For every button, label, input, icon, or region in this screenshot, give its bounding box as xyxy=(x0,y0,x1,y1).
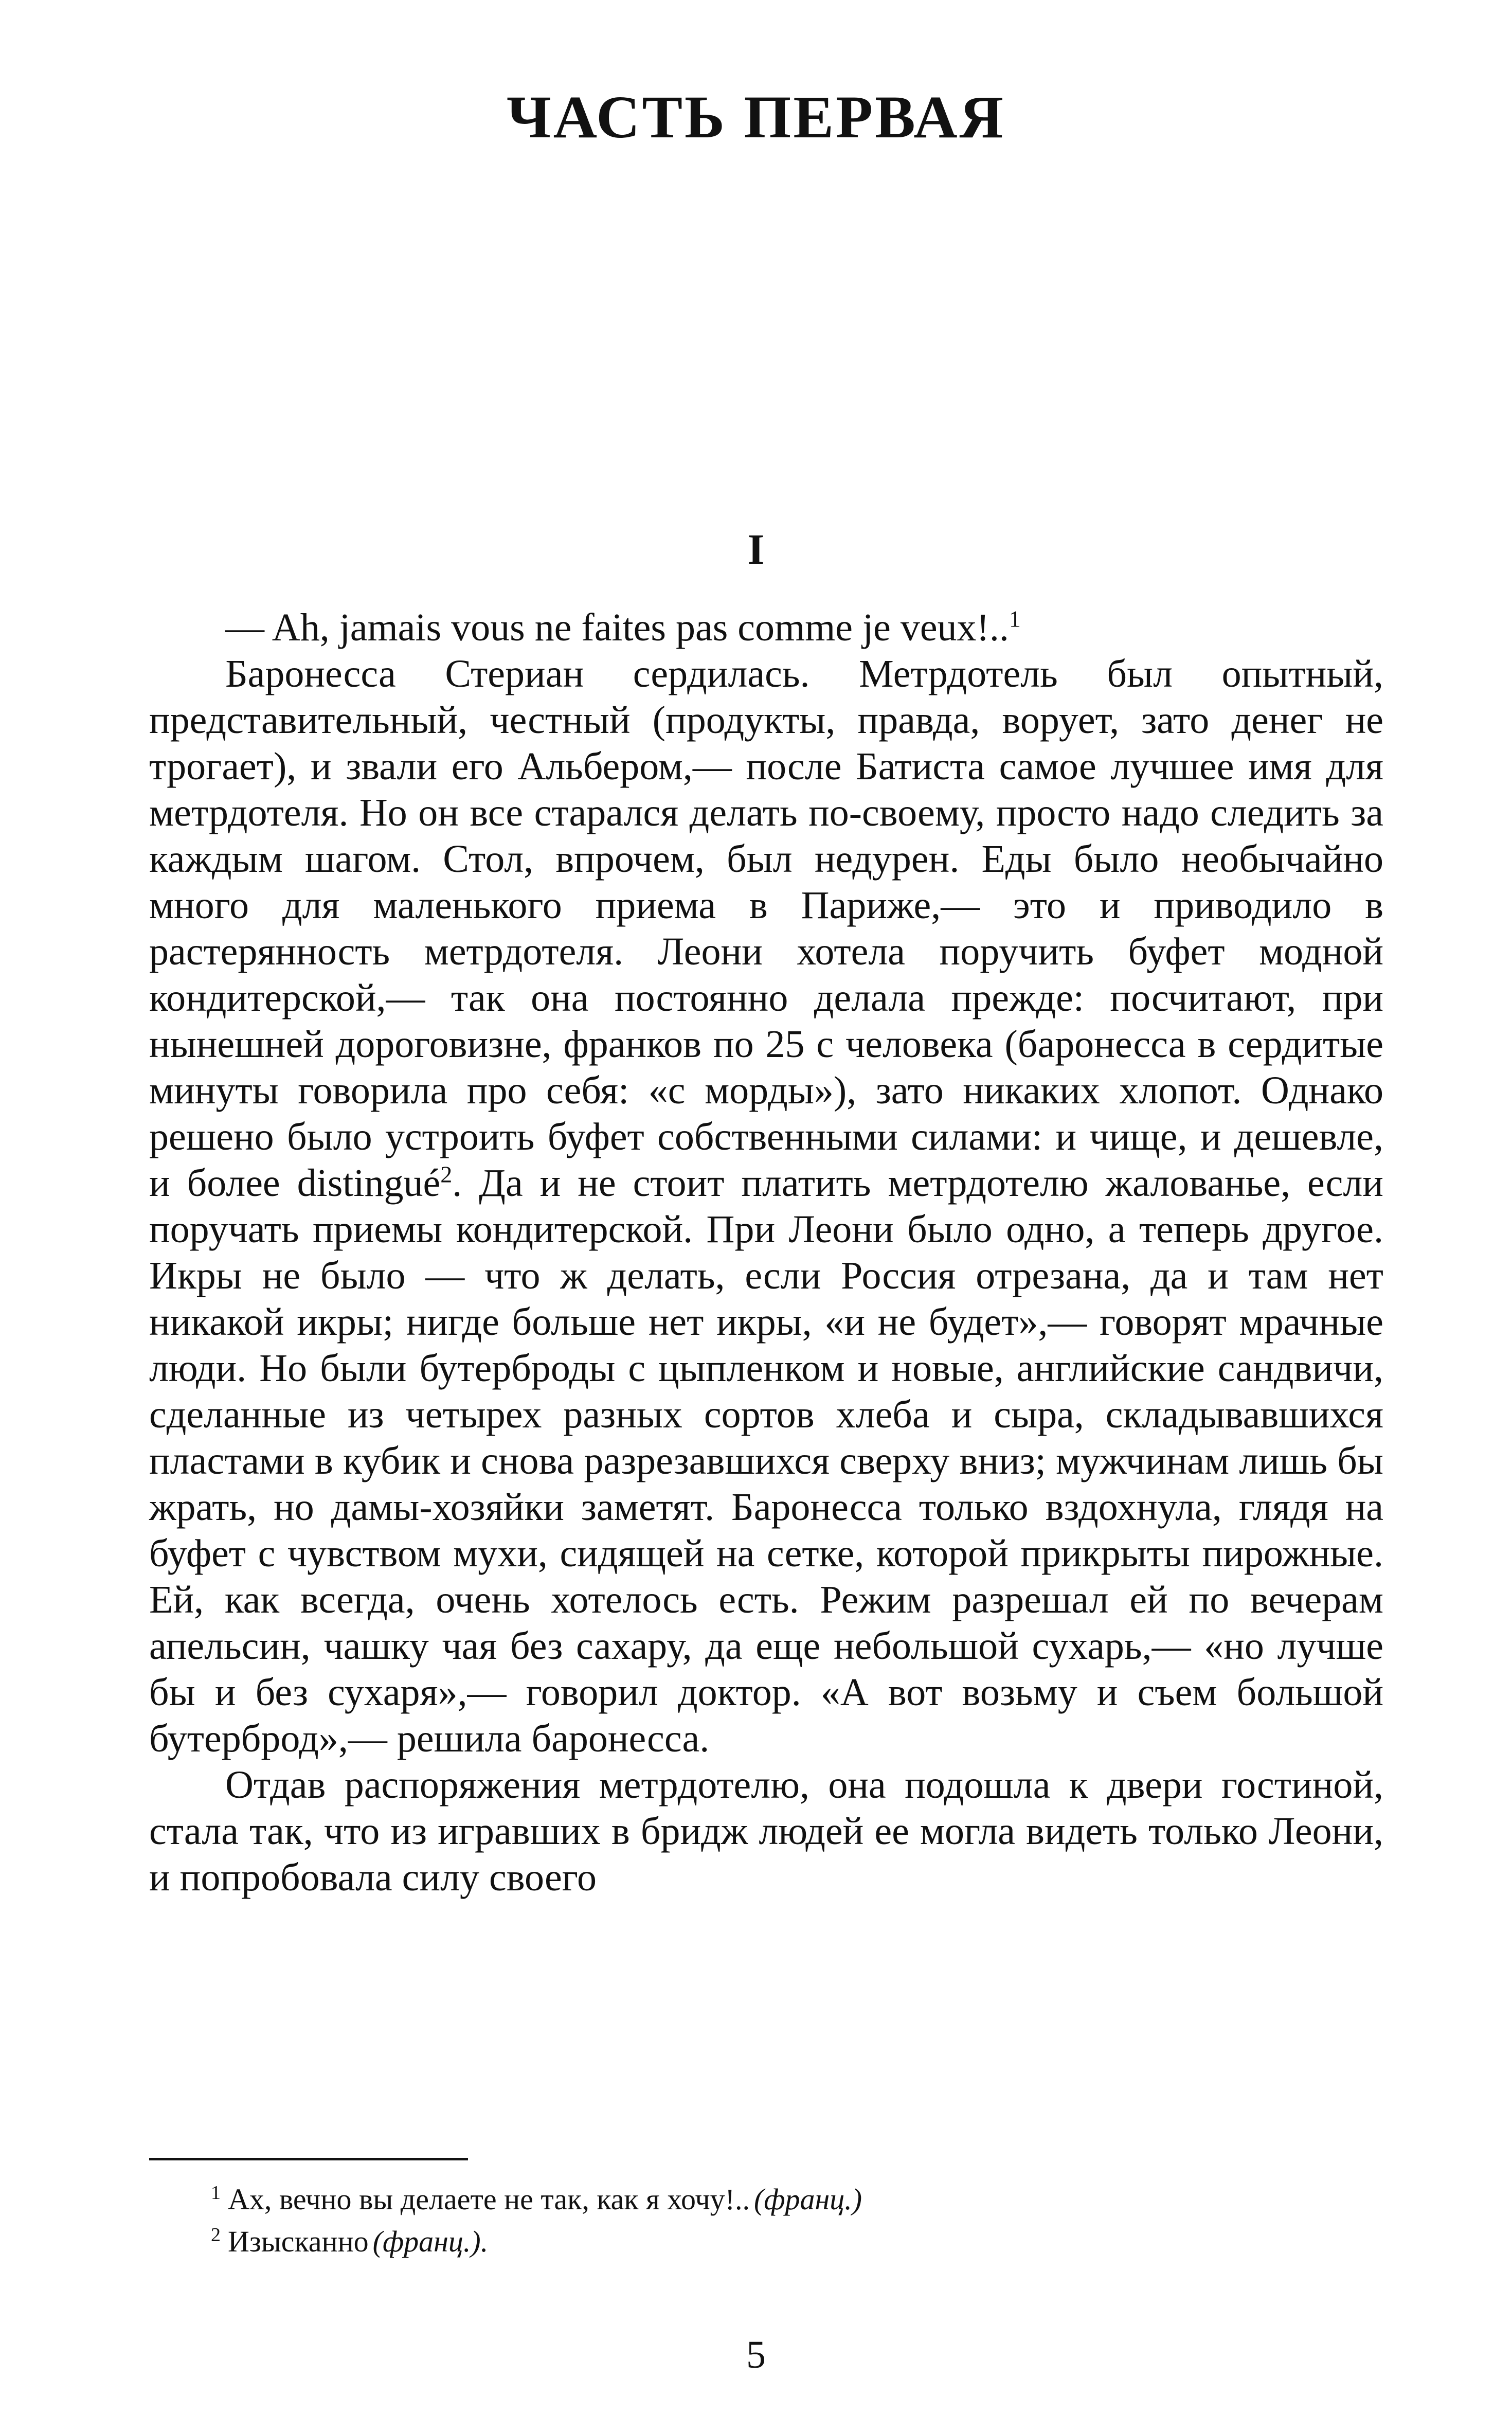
footnote-1-text: Ах, вечно вы делаете не так, как я хочу!.. xyxy=(228,2183,750,2216)
paragraph-1-part-b: . Да и не стоит платить метрдотелю жалованье, если поручать приемы кондитерской. При Леони было одно, а теперь другое. Икры не было — что ж делать, если Россия отрезана, да и там нет никакой икры; нигде больше нет икры, «и не будет»,— говорят мрачные люди. Но были бутерброды с цыпленком и новые, английские сандвичи, сделанные из четырех разных сортов хлеба и сыра, складывавшихся пластами в кубик и снова разрезавшихся сверху вниз; мужчинам лишь бы жрать, но дамы-хозяйки заметят. Баронесса только вздохнула, глядя на буфет с чувством мухи, сидящей на сетке, которой прикрыты пирожные. Ей, как всегда, очень хотелось есть. Режим разрешал ей по вечерам апельсин, чашку чая без сахару, да еще небольшой сухарь,— «но лучше бы и без сухаря»,— говорил доктор. «А вот возьму и съем большой бутерброд»,— решила баронесса. xyxy=(149,1161,1383,1760)
footnotes xyxy=(211,2178,1383,2263)
footnote-ref-1[interactable]: 1 xyxy=(1009,605,1021,632)
chapter-number: I xyxy=(747,526,765,574)
footnote-ref-2[interactable]: 2 xyxy=(440,1161,453,1188)
paragraph-1-part-a: Баронесса Стериан сердилась. Метрдотель был опытный, представительный, честный (продукты, правда, ворует, зато денег не трогает), и звали его Альбером,— после Батиста самое лучшее имя для метрдотеля. Но он все старался делать по-своему, просто надо следить за каждым шагом. Стол, впрочем, был недурен. Еды было необычайно много для маленького приема в Париже,— это и приводило в растерянность метрдотеля. Леони хотела поручить буфет модной кондитерской,— так она постоянно делала прежде: посчитают, при нынешней дороговизне, франков по 25 с человека (баронесса в сердитые минуты говорила про себя: «с морды»), зато никаких хлопот. Однако решено было устроить буфет собственными силами: и чище, и дешевле, и более distingué xyxy=(149,652,1383,1205)
footnote-1-language: (франц.) xyxy=(754,2183,862,2216)
page-number: 5 xyxy=(746,2333,766,2376)
paragraph-2: Отдав распоряжения метрдотелю, она подошла к двери гостиной, стала так, что из игравших в бридж людей ее могла видеть только Леони, и попробовала силу своего xyxy=(149,1763,1383,1899)
footnote-1-marker: 1 xyxy=(211,2181,221,2204)
paragraph-1 xyxy=(149,651,1383,1762)
part-title: ЧАСТЬ ПЕРВАЯ xyxy=(507,83,1005,151)
opening-line xyxy=(149,604,1383,651)
footnote-1 xyxy=(211,2178,1383,2221)
footnote-2-language: (франц.). xyxy=(372,2225,489,2258)
footnote-2-text: Изысканно xyxy=(228,2225,369,2258)
footnote-2 xyxy=(211,2221,1383,2263)
footnote-2-marker: 2 xyxy=(211,2224,221,2246)
footnote-divider xyxy=(149,2158,468,2160)
body-text xyxy=(149,604,1383,1901)
opening-line-text: — Ah, jamais vous ne faites pas comme je veux!.. xyxy=(225,606,1009,649)
